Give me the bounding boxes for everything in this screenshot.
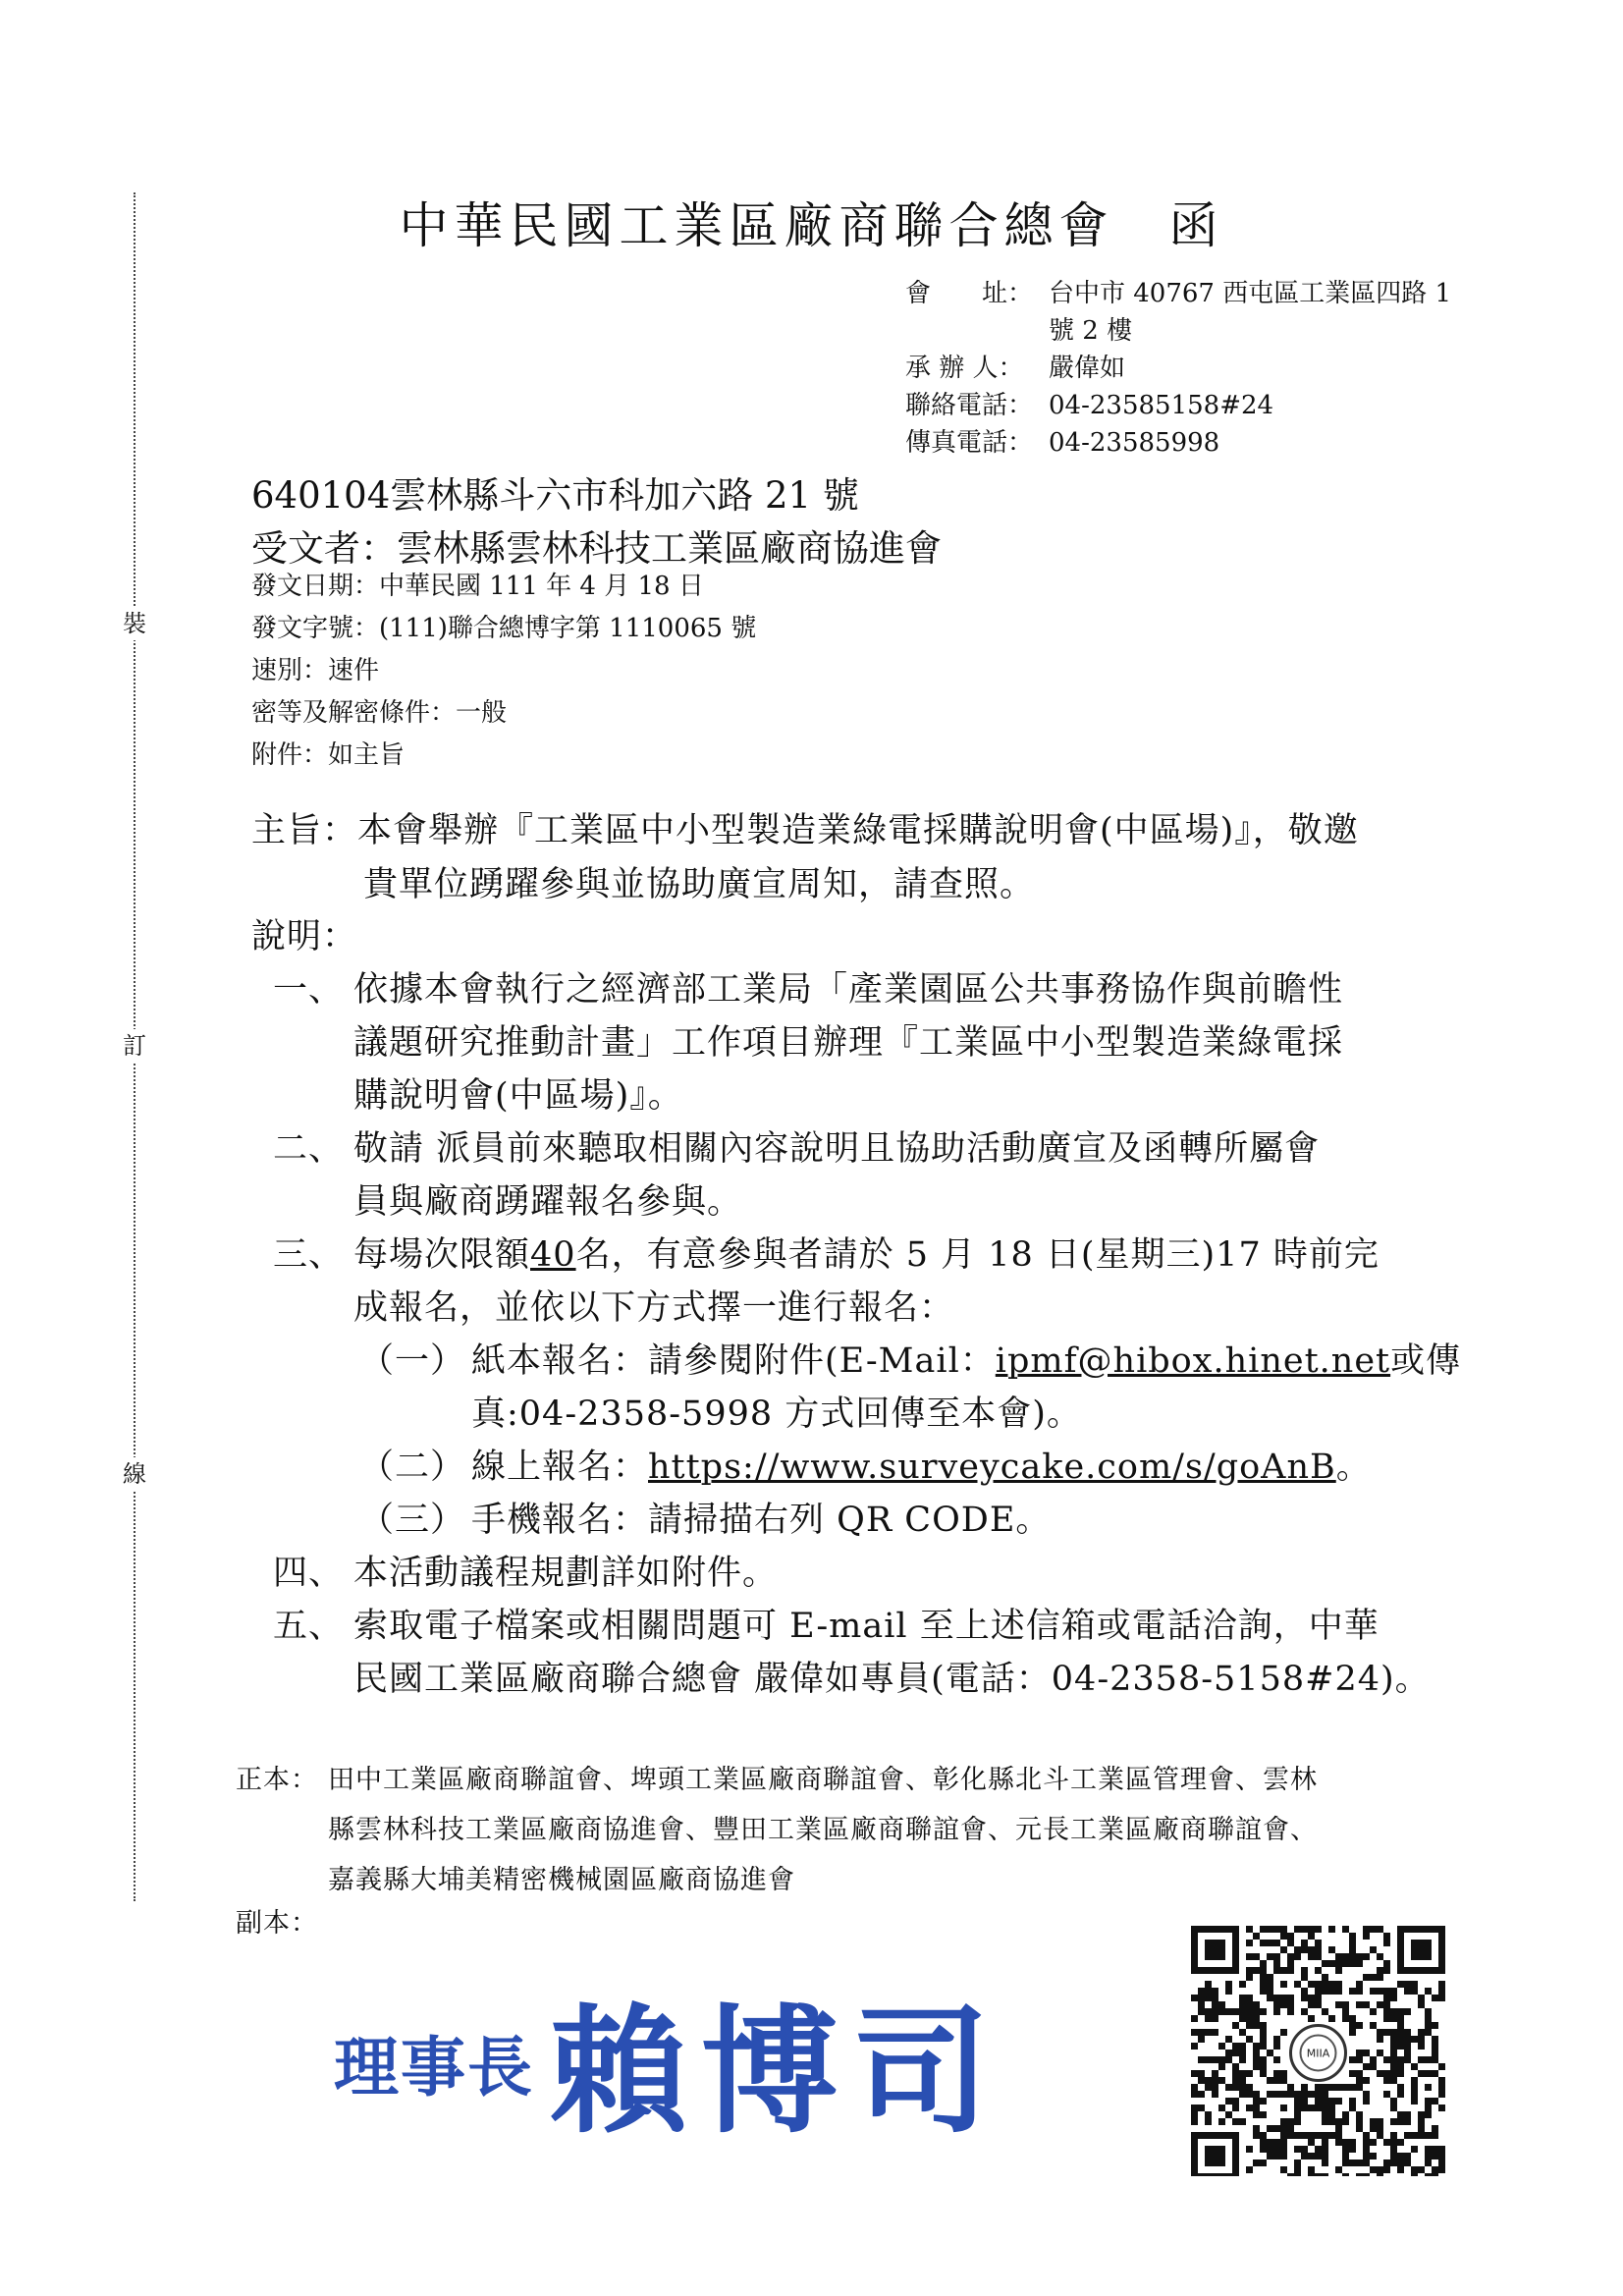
main-recipients-line-2: 縣雲林科技工業區廠商協進會、豐田工業區廠商聯誼會、元長工業區廠商聯誼會、 [328, 1815, 1318, 1845]
issue-number: 發文字號：(111)聯合總博字第 1110065 號 [251, 614, 757, 643]
item-1-number: 一、 [273, 970, 345, 1010]
item-1-line-1: 依據本會執行之經濟部工業局「產業園區公共事務協作與前瞻性 [353, 970, 1344, 1010]
quota-number: 40 [530, 1235, 576, 1275]
binding-mark-zhuang: 裝 [118, 607, 151, 640]
item-1-line-2: 議題研究推動計畫」工作項目辦理『工業區中小型製造業綠電採 [353, 1023, 1344, 1063]
document-title: 中華民國工業區廠商聯合總會 函 [399, 197, 1224, 254]
secrecy: 密等及解密條件：一般 [251, 698, 508, 728]
subject-line-2: 貴單位踴躍參與並協助廣宣周知，請查照。 [363, 865, 1036, 904]
address-label: 會 址： [905, 279, 1034, 308]
recipient-address: 640104雲林縣斗六市科加六路 21 號 [251, 474, 859, 517]
sub-1-number: （一） [359, 1341, 466, 1381]
signature-name: 賴博司 [550, 1993, 1004, 2153]
item-4-line: 本活動議程規劃詳如附件。 [353, 1554, 779, 1593]
address-line-1: 台中市 40767 西屯區工業區四路 1 [1049, 279, 1452, 308]
main-recipients-label: 正本： [236, 1765, 318, 1795]
sub-3-number: （三） [359, 1501, 466, 1540]
sub-2-pre: 線上報名： [471, 1448, 649, 1487]
item-5-line-1: 索取電子檔案或相關問題可 E-mail 至上述信箱或電話洽詢，中華 [353, 1607, 1380, 1646]
handler-name: 嚴偉如 [1049, 354, 1126, 383]
recipient-name: 雲林縣雲林科技工業區廠商協進會 [397, 527, 942, 570]
sub-1-post: 或傳 [1390, 1341, 1462, 1381]
signature-title: 理事長 [334, 2030, 534, 2105]
sub-3-line: 手機報名：請掃描右列 QR CODE。 [471, 1501, 1052, 1540]
fax-label: 傳真電話： [905, 428, 1034, 458]
sub-1-line-1 [471, 1334, 1461, 1383]
item-2-number: 二、 [273, 1129, 345, 1169]
sub-2-post: 。 [1335, 1448, 1372, 1487]
explanation-label: 說明： [251, 917, 358, 957]
item-4-number: 四、 [273, 1554, 345, 1593]
phone-label: 聯絡電話： [905, 391, 1034, 420]
item-5-number: 五、 [273, 1607, 345, 1646]
registration-qr-code[interactable] [1190, 1925, 1445, 2176]
item-1-line-3: 購說明會(中區場)』。 [353, 1076, 683, 1116]
handler-label: 承 辦 人： [905, 354, 1024, 383]
copy-recipients-label: 副本： [236, 1908, 318, 1939]
item-3-post: 名，有意參與者請於 5 月 18 日(星期三)17 時前完 [575, 1235, 1380, 1275]
speed: 速別：速件 [251, 656, 380, 685]
subject-line-1: 主旨：本會舉辦『工業區中小型製造業綠電採購說明會(中區場)』，敬邀 [251, 811, 1359, 850]
main-recipients-line-3: 嘉義縣大埔美精密機械園區廠商協進會 [328, 1865, 795, 1895]
item-3-line-2: 成報名，並依以下方式擇一進行報名： [353, 1288, 955, 1328]
qr-center-logo-text: MIIA [1306, 2047, 1330, 2060]
attachment: 附件：如主旨 [251, 740, 406, 770]
address-line-2: 號 2 樓 [1049, 316, 1133, 346]
sub-2-line [471, 1440, 1372, 1489]
item-2-line-1: 敬請 派員前來聽取相關內容說明且協助活動廣宣及函轉所屬會 [353, 1129, 1321, 1169]
main-recipients-line-1: 田中工業區廠商聯誼會、埤頭工業區廠商聯誼會、彰化縣北斗工業區管理會、雲林 [328, 1765, 1318, 1795]
fax-value: 04-23585998 [1049, 428, 1220, 458]
recipient-label: 受文者： [251, 527, 397, 570]
issue-date: 發文日期：中華民國 111 年 4 月 18 日 [251, 572, 704, 601]
phone-value: 04-23585158#24 [1049, 391, 1274, 420]
sub-1-line-2: 真:04-2358-5998 方式回傳至本會)。 [471, 1394, 1082, 1434]
item-2-line-2: 員與廠商踴躍報名參與。 [353, 1182, 743, 1222]
item-3-line-1 [353, 1228, 1380, 1277]
binding-mark-xian: 線 [118, 1457, 151, 1491]
item-5-line-2: 民國工業區廠商聯合總會 嚴偉如專員(電話：04-2358-5158#24)。 [353, 1660, 1431, 1699]
item-3-number: 三、 [273, 1235, 345, 1275]
sub-1-pre: 紙本報名：請參閱附件(E-Mail： [471, 1341, 996, 1381]
recipient-line [251, 519, 942, 572]
binding-mark-ding: 訂 [118, 1029, 151, 1063]
qr-code-icon [1190, 1925, 1445, 2176]
email-link[interactable]: ipmf@hibox.hinet.net [995, 1341, 1391, 1381]
item-3-pre: 每場次限額 [353, 1235, 531, 1275]
sub-2-number: （二） [359, 1448, 466, 1487]
survey-link[interactable]: https://www.surveycake.com/s/goAnB [648, 1448, 1336, 1487]
